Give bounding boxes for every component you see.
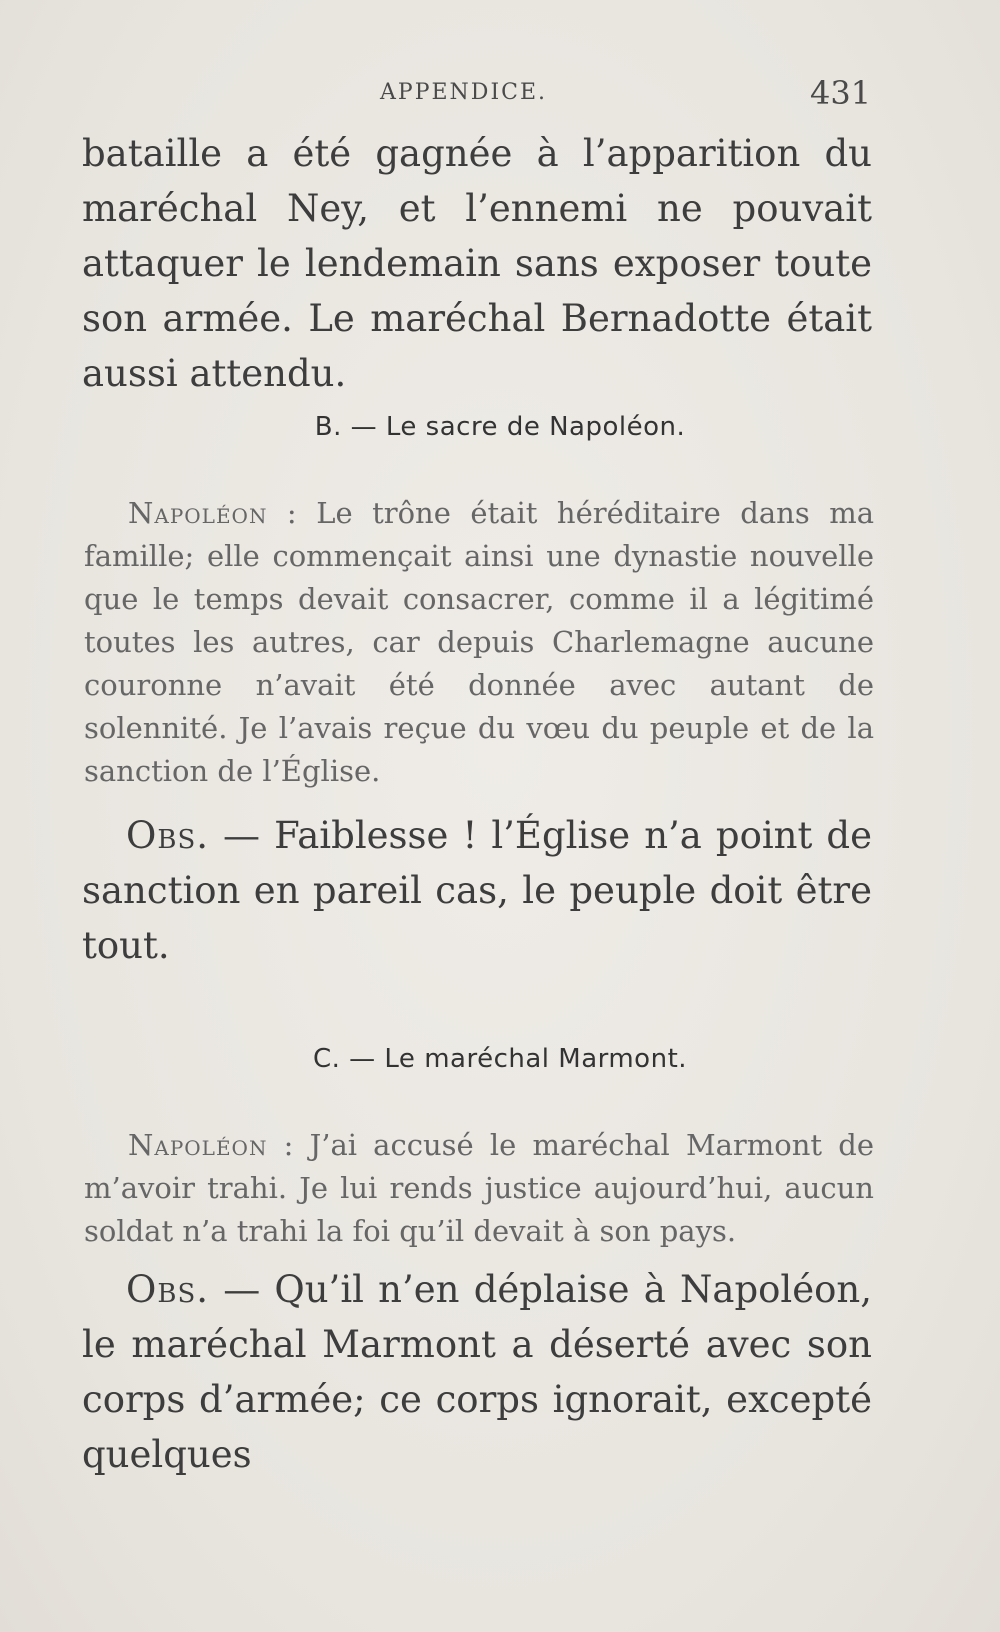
section-c-observation xyxy=(82,1262,872,1482)
obs-text: — Qu’il n’en déplaise à Napoléon, le maréchal Marmont a déserté avec son corps d’armée; ce corps ignorait, excepté quelques xyxy=(82,1268,872,1476)
section-c-quote-paragraph xyxy=(84,1124,874,1253)
quote-text: J’ai accusé le maréchal Marmont de m’avoir trahi. Je lui rends justice aujourd’hui, aucun soldat n’a trahi la foi qu’il devait à son pays. xyxy=(84,1128,874,1248)
running-header xyxy=(0,74,1000,114)
section-b-heading: B. — Le sacre de Napoléon. xyxy=(314,412,686,442)
obs-text: — Faiblesse ! l’Église n’a point de sanction en pareil cas, le peuple doit être tout. xyxy=(82,814,872,967)
page-number: 431 xyxy=(810,74,872,112)
speaker-separator: : xyxy=(267,496,317,530)
quote-text: Le trône était héréditaire dans ma famille; elle commençait ainsi une dynastie nouvelle que le temps devait consacrer, comme il a légitimé toutes les autres, car depuis Charlemagne aucune couronne n’avait été donnée avec autant de solennité. Je l’avais reçue du vœu du peuple et de la sanction de l’Église. xyxy=(84,496,874,788)
speaker-separator: : xyxy=(267,1128,310,1162)
speaker-name: Napoléon xyxy=(128,496,268,530)
speaker-name: Napoléon xyxy=(128,1128,268,1162)
running-title: APPENDICE. xyxy=(380,80,548,105)
intro-paragraph: bataille a été gagnée à l’apparition du maréchal Ney, et l’ennemi ne pouvait attaquer le lendemain sans exposer toute son armée. Le maréchal Bernadotte était aussi attendu. xyxy=(82,132,872,395)
section-c-heading: C. — Le maréchal Marmont. xyxy=(312,1044,688,1074)
section-b-observation xyxy=(82,808,872,973)
section-b-quote-paragraph xyxy=(84,492,874,793)
obs-label: Obs. xyxy=(126,1268,210,1311)
obs-label: Obs. xyxy=(126,814,210,857)
